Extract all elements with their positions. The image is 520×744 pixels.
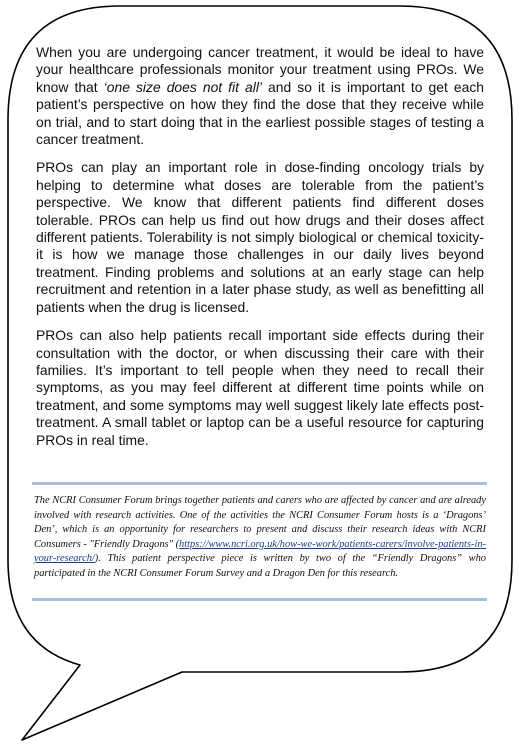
paragraph-1-text-a: When you are undergoing cancer treatment, it would be ideal to have your healthcare professionals monitor your treatment using PROs. We know that (36, 44, 484, 95)
footer-text-a: The NCRI Consumer Forum brings together patients and carers who are affected by cancer and are already involved with research activities. One of the activities the NCRI Consumer Forum hosts is a ‘Dragons’ Den’, which is an opportunity for researchers to present and discuss their research ideas with NCRI Consumers - "Friendly Dragons" ( (34, 495, 486, 550)
emphasis-one-size: ‘one size does not fit all’ (103, 78, 263, 95)
footer-text-b: ). This patient perspective piece is written by two of the “Friendly Dragons” who participated in the NCRI Consumer Forum Survey and a Dragon Den for this research. (34, 553, 486, 579)
divider-bottom (32, 598, 487, 601)
article-body (36, 44, 484, 460)
ncri-involve-link[interactable]: https://www.ncri.org.uk/how-we-work/patients-carers/involve-patients-in-your-research/ (34, 538, 486, 565)
paragraph-1-text-b: and so it is important to get each patient’s perspective on how they find the dose that they receive while on trial, and to start doing that in the earliest possible stages of testing a cancer treatment. (36, 78, 484, 148)
paragraph-3: PROs can also help patients recall important side effects during their consultation with the doctor, or when discussing their care with their families. It’s important to tell people when they need to recall their symptoms, as you may feel different at different time points while on treatment, and some symptoms may well suggest likely late effects post-treatment. A small tablet or laptop can be a useful resource for capturing PROs in real time. (36, 327, 484, 448)
paragraph-2: PROs can play an important role in dose-finding oncology trials by helping to determine what doses are tolerable from the patient’s perspective. We know that different patients find different doses tolerable. PROs can help us find out how drugs and their doses affect different patients. Tolerability is not simply biological or chemical toxicity- it is how we manage those challenges in our daily lives beyond treatment. Finding problems and solutions at an early stage can help recruitment and retention in a later phase study, as well as benefitting all patients when the drug is licensed. (36, 159, 484, 315)
paragraph-1 (36, 44, 484, 148)
footer-paragraph (34, 494, 486, 582)
footer-note (34, 494, 486, 582)
divider-top (32, 482, 487, 485)
